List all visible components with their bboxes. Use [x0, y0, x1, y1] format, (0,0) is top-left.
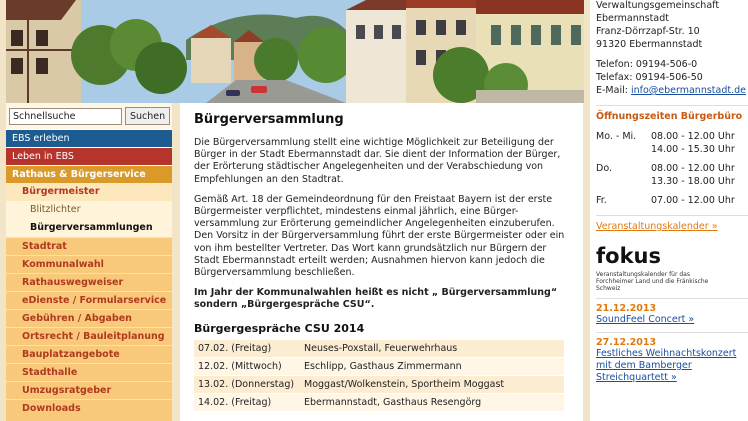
event-date: 21.12.2013 [596, 298, 748, 314]
search-input[interactable] [9, 108, 122, 125]
telefon: Telefon: 09194-506-0 [596, 59, 698, 70]
page-title: Bürgerversammlung [194, 112, 344, 127]
hours-row [596, 194, 748, 207]
event-place: Neuses-Poxstall, Feuerwehrhaus [300, 340, 564, 358]
address-line: Ebermannstadt [596, 13, 669, 24]
nav-rathaus-buergerservice[interactable]: Rathaus & Bürgerservice [6, 165, 172, 183]
hours-day: Mo. - Mi. [596, 131, 637, 142]
email-row [596, 84, 748, 97]
nav-gebuehren[interactable]: Gebühren / Abgaben [6, 309, 172, 327]
email-label: E-Mail: [596, 85, 631, 96]
opening-hours [596, 130, 748, 207]
event-link[interactable]: SoundFeel Concert » [596, 314, 695, 325]
address-line: Franz-Dörrzapf-Str. 10 [596, 26, 700, 37]
opening-hours-heading: Öffnungszeiten Bürgerbüro [596, 105, 748, 122]
intro-paragraph: Die Bürgerversammlung stellt eine wichtige Möglichkeit zur Beteiligung der Bürger in der Stadt Ebermannstadt dar. Sie dient der Information der Bürger, der Erörterung städtischer Angelegenheiten und der Verabschiedung von Empfehlungen an den Stadtrat. [194, 137, 561, 185]
hours-times [651, 194, 735, 207]
nav-leben-in-ebs[interactable]: Leben in EBS [6, 147, 172, 165]
nav-edienste[interactable]: eDienste / Formularservice [6, 291, 172, 309]
telefax: Telefax: 09194-506-50 [596, 72, 703, 83]
hours-day: Do. [596, 163, 612, 174]
event-place: Eschlipp, Gasthaus Zimmermann [300, 358, 564, 376]
hours-time: 08.00 - 12.00 Uhr [651, 163, 735, 174]
hours-row [596, 130, 748, 156]
table-row [194, 340, 564, 358]
address-line: 91320 Ebermannstadt [596, 39, 703, 50]
event-place: Ebermannstadt, Gasthaus Resengörg [300, 394, 564, 412]
notice-paragraph: Im Jahr der Kommunalwahlen heißt es nicht „ Bürgerversammlung“ sondern „Bürgergespräche CSU“. [194, 287, 558, 311]
nav-stadtrat[interactable]: Stadtrat [6, 237, 172, 255]
nav-rathauswegweiser[interactable]: Rathauswegweiser [6, 273, 172, 291]
nav-ortsrecht[interactable]: Ortsrecht / Bauleitplanung [6, 327, 172, 345]
hours-time: 07.00 - 12.00 Uhr [651, 195, 735, 206]
email-link[interactable]: info@ebermannstadt.de [630, 85, 746, 96]
event-link[interactable]: Festliches Weihnachtskonzert mit dem Bamberger Streichquartett » [596, 348, 737, 383]
events-table [194, 340, 564, 413]
hours-times [651, 162, 735, 188]
hours-day: Fr. [596, 195, 607, 206]
nav-blitzlichter[interactable]: Blitzlichter [6, 201, 172, 219]
left-sidebar [6, 103, 172, 421]
main-content [180, 103, 583, 421]
hours-time: 14.00 - 15.30 Uhr [651, 144, 735, 155]
nav-ebs-erleben[interactable]: EBS erleben [6, 129, 172, 147]
law-paragraph: Gemäß Art. 18 der Gemeindeordnung für den Freistaat Bayern ist der erste Bürgermeister verpflichtet, mindestens einmal jährlich, eine Bürger-versammlung zur Erörterung gemeindlicher Angelegenheiten einzuberufen. Den Vorsitz in der Bürgerversammlung führt der erste Bürgermeister oder ein von ihm bestellter Vertreter. Das Wort kann grundsätzlich nur Bürgern der Stadt Ebermannstadt erteilt werden; Ausnahmen hiervon kann jedoch die Bürgerversammlung beschließen. [194, 193, 565, 279]
hours-time: 08.00 - 12.00 Uhr [651, 131, 735, 142]
search-bar [6, 103, 172, 129]
event-date: 12.02. (Mittwoch) [194, 358, 300, 376]
nav-stadthalle[interactable]: Stadthalle [6, 363, 172, 381]
hours-row [596, 162, 748, 188]
event-date: 07.02. (Freitag) [194, 340, 300, 358]
header-town-photo [6, 0, 584, 103]
kalender-section [596, 215, 748, 232]
nav-kommunalwahl[interactable]: Kommunalwahl [6, 255, 172, 273]
nav-buergermeister[interactable]: Bürgermeister [6, 183, 172, 201]
event-date: 13.02. (Donnerstag) [194, 376, 300, 394]
address-block [596, 0, 748, 51]
table-row [194, 376, 564, 394]
event-place: Moggast/Wolkenstein, Sportheim Moggast [300, 376, 564, 394]
right-sidebar [590, 0, 748, 421]
address-line: Verwaltungsgemeinschaft [596, 0, 720, 11]
event-date: 14.02. (Freitag) [194, 394, 300, 412]
hours-time: 13.30 - 18.00 Uhr [651, 176, 735, 187]
table-row [194, 358, 564, 376]
nav-buergerversammlungen[interactable]: Bürgerversammlungen [6, 219, 172, 237]
nav-downloads[interactable]: Downloads [6, 399, 172, 417]
nav-bauplatzangebote[interactable]: Bauplatzangebote [6, 345, 172, 363]
nav-umzugsratgeber[interactable]: Umzugsratgeber [6, 381, 172, 399]
events-heading: Bürgergespräche CSU 2014 [194, 321, 365, 335]
event-date: 27.12.2013 [596, 332, 748, 348]
contact-block [596, 58, 748, 97]
hours-times [651, 130, 735, 156]
kalender-link[interactable]: Veranstaltungskalender » [596, 221, 718, 232]
fokus-banner[interactable] [596, 244, 748, 292]
table-row [194, 394, 564, 412]
search-button[interactable]: Suchen [125, 107, 170, 125]
fokus-subtitle: Veranstaltungskalender für das Forchheimer Land und die Fränkische Schweiz [596, 271, 709, 292]
fokus-logo: fokus [596, 244, 661, 268]
